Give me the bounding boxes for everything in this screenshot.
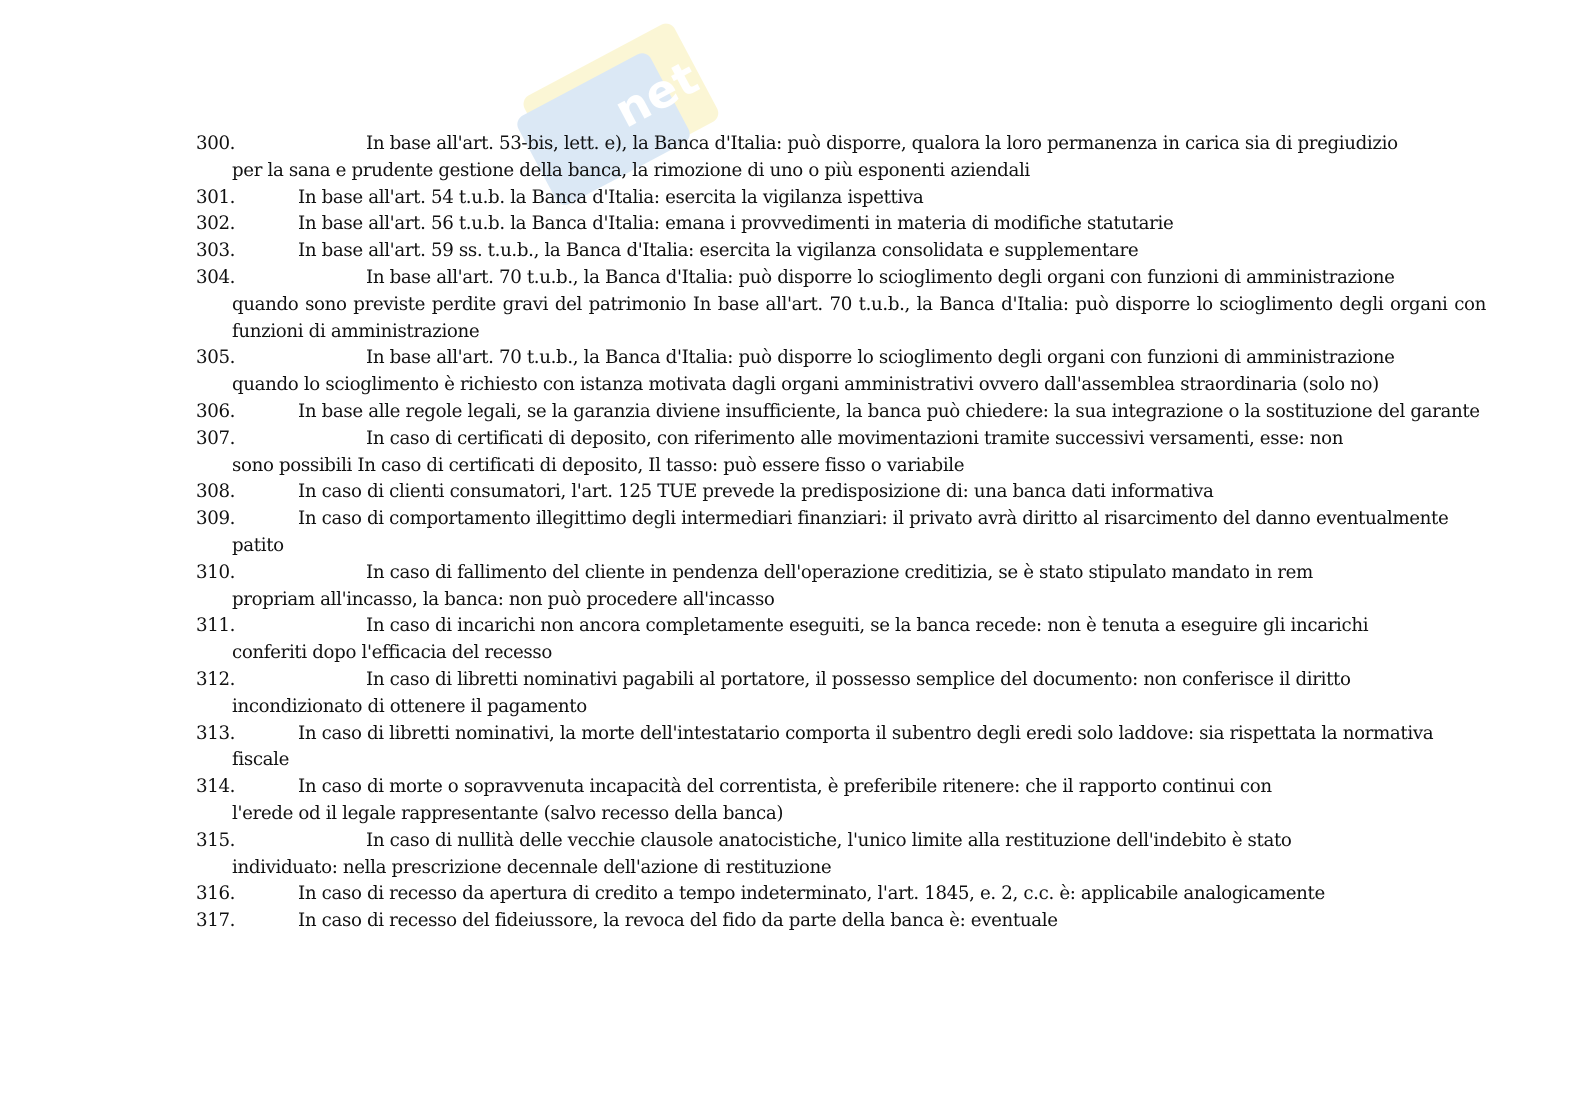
list-item <box>196 399 1486 426</box>
list-item <box>196 721 1486 775</box>
list-item <box>196 426 1486 480</box>
item-number: 300. <box>196 133 236 154</box>
item-text: In caso di fallimento del cliente in pendenza dell'operazione creditizia, se è stato stipulato mandato in rem <box>366 561 1313 583</box>
list-item <box>196 560 1486 614</box>
item-text: In caso di nullità delle vecchie clausole anatocistiche, l'unico limite alla restituzione dell'indebito è stato <box>366 829 1292 851</box>
item-text: In base all'art. 56 t.u.b. la Banca d'Italia: emana i provvedimenti in materia di modifiche statutarie <box>298 213 1174 235</box>
item-text-continuation: per la sana e prudente gestione della banca, la rimozione di uno o più esponenti aziendali <box>232 159 1030 181</box>
item-text: In base all'art. 70 t.u.b., la Banca d'Italia: può disporre lo scioglimento degli organi con funzioni di amministrazione <box>366 266 1395 288</box>
item-text: In base all'art. 70 t.u.b., la Banca d'Italia: può disporre lo scioglimento degli organi con funzioni di amministrazione <box>366 347 1395 369</box>
item-number: 316. <box>196 883 236 905</box>
item-number: 308. <box>196 481 236 503</box>
list-item <box>196 828 1486 882</box>
item-text-continuation: incondizionato di ottenere il pagamento <box>232 695 587 717</box>
item-number: 305. <box>196 347 236 369</box>
item-number: 310. <box>196 561 236 583</box>
list-item <box>196 131 1486 185</box>
list-item <box>196 774 1486 828</box>
item-text-continuation: conferiti dopo l'efficacia del recesso <box>232 642 552 664</box>
item-text: In base all'art. 53-bis, lett. e), la Banca d'Italia: può disporre, qualora la loro permanenza in carica sia di pregiudizio <box>366 133 1398 154</box>
watermark-text: net <box>605 50 707 139</box>
item-number: 314. <box>196 776 236 798</box>
item-text: In caso di recesso da apertura di credito a tempo indeterminato, l'art. 1845, e. 2, c.c. è: applicabile analogicamente <box>298 883 1325 905</box>
list-item <box>196 185 1486 212</box>
item-number: 311. <box>196 615 236 637</box>
item-text-continuation: l'erede od il legale rappresentante (salvo recesso della banca) <box>232 802 784 824</box>
list-item <box>196 479 1486 506</box>
item-text: In base all'art. 54 t.u.b. la Banca d'Italia: esercita la vigilanza ispettiva <box>298 186 924 208</box>
list-item <box>196 238 1486 265</box>
item-text: In base all'art. 59 ss. t.u.b., la Banca d'Italia: esercita la vigilanza consolidata e supplementare <box>298 240 1139 262</box>
item-text: In caso di libretti nominativi pagabili al portatore, il possesso semplice del documento: non conferisce il diritto <box>366 668 1351 690</box>
item-text: In caso di morte o sopravvenuta incapacità del correntista, è preferibile ritenere: che il rapporto continui con <box>298 776 1272 798</box>
question-list <box>196 131 1486 935</box>
item-number: 304. <box>196 266 236 288</box>
item-number: 312. <box>196 668 236 690</box>
item-text-continuation: quando lo scioglimento è richiesto con istanza motivata dagli organi amministrativi ovvero dall'assemblea straordinaria (solo no) <box>232 374 1379 396</box>
list-item <box>196 211 1486 238</box>
item-text-continuation: sono possibili In caso di certificati di deposito, Il tasso: può essere fisso o variabile <box>232 454 965 476</box>
item-text-continuation: quando sono previste perdite gravi del patrimonio In base all'art. 70 t.u.b., la Banca d'Italia: può disporre lo scioglimento degli organi con funzioni di amministrazione <box>232 293 1486 342</box>
item-text: In caso di incarichi non ancora completamente eseguiti, se la banca recede: non è tenuta a eseguire gli incarichi <box>366 615 1369 637</box>
item-text: In caso di recesso del fideiussore, la revoca del fido da parte della banca è: eventuale <box>298 910 1058 932</box>
item-text: In caso di libretti nominativi, la morte dell'intestatario comporta il subentro degli eredi solo laddove: sia rispettata la normativa <box>298 722 1434 744</box>
list-item <box>196 265 1486 345</box>
item-text-continuation: fiscale <box>232 749 290 771</box>
item-text: In base alle regole legali, se la garanzia diviene insufficiente, la banca può chiedere: la sua integrazione o la sostituzione del garante <box>298 400 1480 422</box>
list-item <box>196 908 1486 935</box>
list-item <box>196 506 1486 560</box>
item-number: 317. <box>196 910 236 932</box>
item-text: In caso di clienti consumatori, l'art. 125 TUE prevede la predisposizione di: una banca dati informativa <box>298 481 1214 503</box>
item-number: 313. <box>196 722 236 744</box>
item-number: 306. <box>196 400 236 422</box>
list-item <box>196 345 1486 399</box>
list-item <box>196 667 1486 721</box>
item-number: 303. <box>196 240 236 262</box>
item-number: 301. <box>196 186 236 208</box>
item-text-continuation: patito <box>232 534 284 556</box>
item-number: 315. <box>196 829 236 851</box>
item-number: 309. <box>196 508 236 530</box>
item-number: 302. <box>196 213 236 235</box>
item-text-continuation: propriam all'incasso, la banca: non può procedere all'incasso <box>232 588 775 610</box>
item-text-continuation: individuato: nella prescrizione decennale dell'azione di restituzione <box>232 856 832 878</box>
list-item <box>196 613 1486 667</box>
item-number: 307. <box>196 427 236 449</box>
list-item <box>196 881 1486 908</box>
item-text: In caso di certificati di deposito, con riferimento alle movimentazioni tramite successivi versamenti, esse: non <box>366 427 1344 449</box>
item-text: In caso di comportamento illegittimo degli intermediari finanziari: il privato avrà diritto al risarcimento del danno eventualmente <box>298 508 1449 530</box>
